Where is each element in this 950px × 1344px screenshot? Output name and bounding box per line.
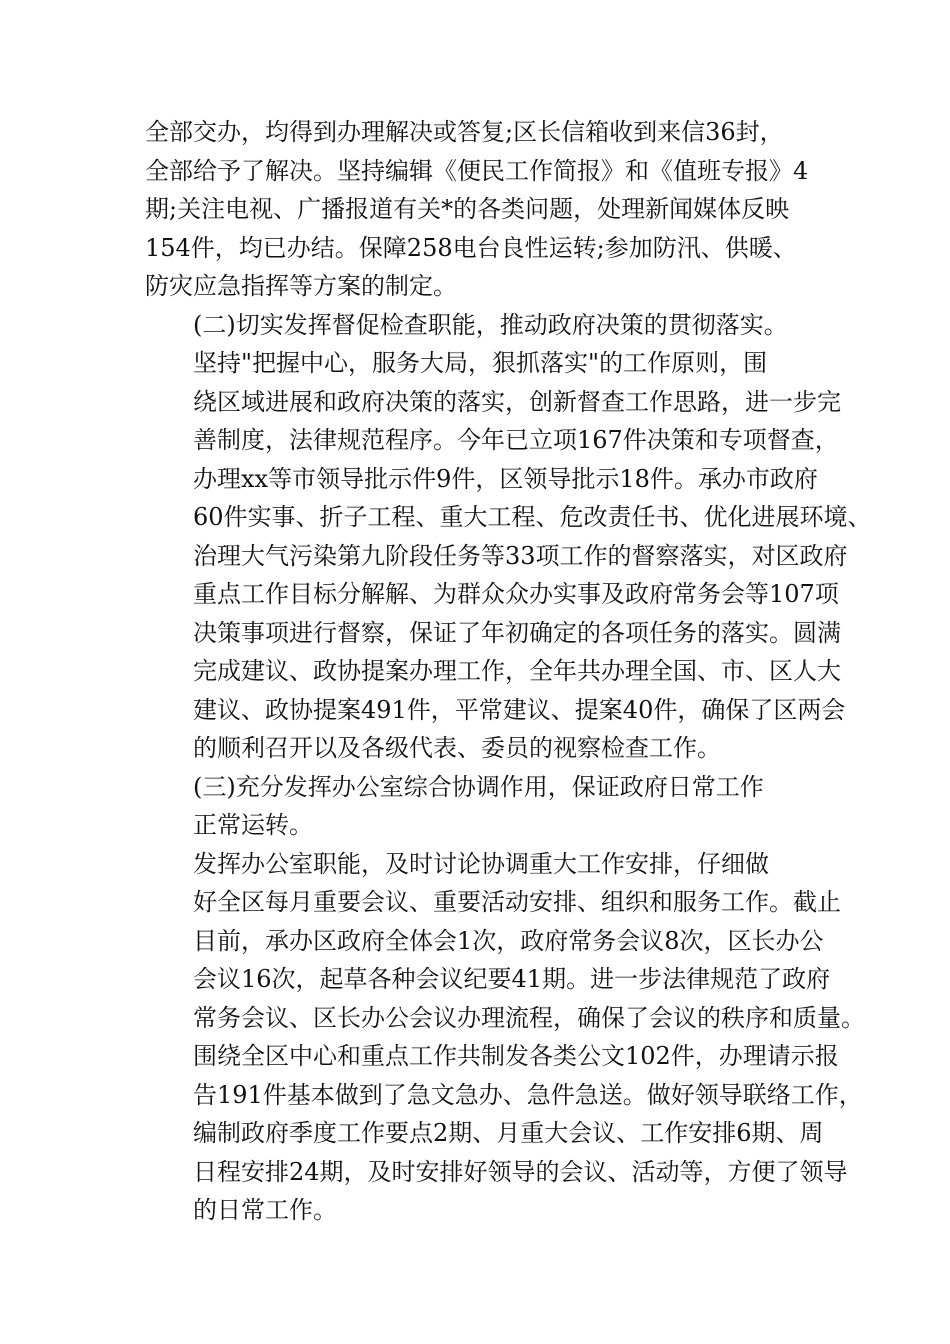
text-line: 的日常工作。 xyxy=(193,1196,337,1224)
text-line: 防灾应急指挥等方案的制定。 xyxy=(145,272,457,300)
text-line: 会议16次，起草各种会议纪要41期。进一步法律规范了政府 xyxy=(193,965,831,993)
paragraph xyxy=(145,113,825,306)
text-line: 期;关注电视、广播报道有关*的各类问题，处理新闻媒体反映 xyxy=(145,195,790,223)
text-line: 全部交办，均得到办理解决或答复;区长信箱收到来信36封， xyxy=(145,118,784,146)
text-line: 建议、政协提案491件，平常建议、提案40件，确保了区两会 xyxy=(193,695,846,724)
text-line: 154件，均已办结。保障258电台良性运转;参加防汛、供暖、 xyxy=(145,233,797,262)
paragraph xyxy=(145,768,825,845)
text-line: 全部给予了解决。坚持编辑《便民工作简报》和《值班专报》4 xyxy=(145,156,809,185)
text-line: 告191件基本做到了急文急办、急件急送。做好领导联络工作， xyxy=(193,1080,863,1109)
text-line: 编制政府季度工作要点2期、月重大会议、工作安排6期、周 xyxy=(193,1119,824,1147)
text-line: 重点工作目标分解解、为群众众办实事及政府常务会等107项 xyxy=(193,580,839,608)
text-line: 目前，承办区政府全体会1次，政府常务会议8次，区长办公 xyxy=(193,926,824,955)
text-line: 正常运转。 xyxy=(193,811,313,839)
text-line: 日程安排24期，及时安排好领导的会议、活动等，方便了领导 xyxy=(193,1157,848,1186)
text-line: 好全区每月重要会议、重要活动安排、组织和服务工作。截止 xyxy=(193,888,841,916)
text-line: 绕区域进展和政府决策的落实，创新督查工作思路，进一步完 xyxy=(193,387,841,416)
text-line: (二)切实发挥督促检查职能，推动政府决策的贯彻落实。 xyxy=(193,310,788,339)
text-line: 常务会议、区长办公会议办理流程，确保了会议的秩序和质量。 xyxy=(193,1003,865,1032)
text-line: 围绕全区中心和重点工作共制发各类公文102件，办理请示报 xyxy=(193,1042,839,1070)
text-line: (三)充分发挥办公室综合协调作用，保证政府日常工作 xyxy=(193,772,764,801)
text-line: 完成建议、政协提案办理工作，全年共办理全国、市、区人大 xyxy=(193,657,841,685)
text-line: 坚持"把握中心，服务大局，狠抓落实"的工作原则，围 xyxy=(193,349,768,377)
text-line: 办理xx等市领导批示件9件，区领导批示18件。承办市政府 xyxy=(193,464,818,493)
document-body xyxy=(145,113,872,1230)
paragraph xyxy=(145,306,825,345)
paragraph xyxy=(145,845,865,1230)
text-line: 善制度，法律规范程序。今年已立项167件决策和专项督查， xyxy=(193,426,839,454)
text-line: 的顺利召开以及各级代表、委员的视察检查工作。 xyxy=(193,734,721,762)
paragraph xyxy=(145,344,872,768)
text-line: 决策事项进行督察，保证了年初确定的各项任务的落实。圆满 xyxy=(193,618,841,647)
text-line: 60件实事、折子工程、重大工程、危改责任书、优化进展环境、 xyxy=(193,503,872,531)
text-line: 治理大气污染第九阶段任务等33项工作的督察落实，对区政府 xyxy=(193,541,848,570)
text-line: 发挥办公室职能，及时讨论协调重大工作安排，仔细做 xyxy=(193,849,769,878)
